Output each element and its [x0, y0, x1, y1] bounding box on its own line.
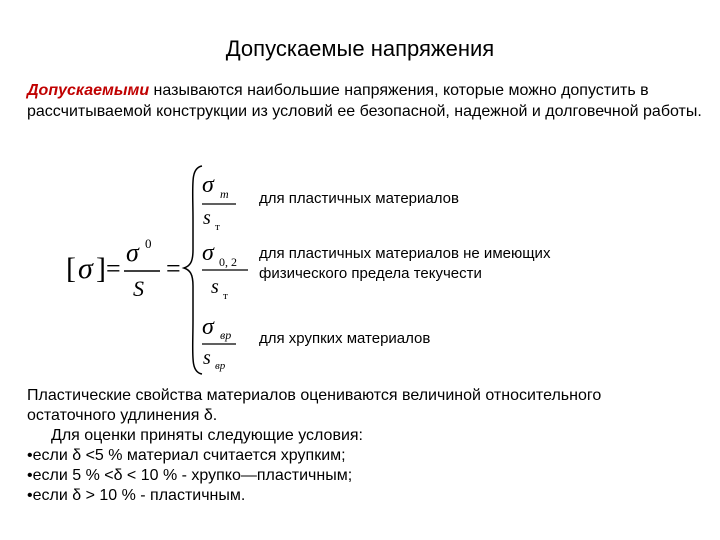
case-1-den-sub: т [215, 221, 220, 233]
main-numerator-sup: 0 [145, 236, 152, 251]
case-1-sigma: σ [202, 172, 214, 198]
case-1-label: для пластичных материалов [259, 190, 459, 207]
case-2-label: для пластичных материалов не имеющих физического предела текучести [259, 245, 551, 282]
case-1-num-sub: т [220, 187, 229, 201]
bottom-line-2: остаточного удлинения δ. [27, 407, 218, 424]
case-3-num-sub: вр [220, 328, 232, 342]
case-2 [202, 240, 248, 302]
case-2-den-s: s [211, 276, 219, 298]
condition-bullet-1: •если δ <5 % материал считается хрупким; [27, 447, 346, 464]
condition-bullet-2: •если 5 % <δ < 10 % - хрупко—пластичным; [27, 467, 353, 484]
intro-paragraph [27, 80, 707, 122]
lhs-sigma: σ [78, 252, 93, 285]
lhs-bracket-close: ] [96, 252, 106, 285]
case-2-sigma: σ [202, 240, 214, 266]
equals-sign-2: = [166, 254, 181, 283]
curly-brace [184, 166, 202, 374]
condition-bullet-3: •если δ > 10 % - пластичным. [27, 487, 246, 504]
intro-term: Допускаемыми [27, 82, 150, 99]
equals-sign-1: = [106, 254, 121, 283]
case-3-sigma: σ [202, 314, 214, 340]
case-1-den-s: s [203, 207, 211, 229]
case-3-den-s: s [203, 347, 211, 369]
case-3-den-sub: вр [215, 360, 226, 372]
lhs-bracket-open: [ [66, 252, 76, 285]
case-2-num-sub: 0, 2 [219, 255, 237, 269]
main-numerator-sigma: σ [126, 238, 139, 267]
case-3-label: для хрупких материалов [259, 330, 431, 347]
bottom-line-3: Для оценки приняты следующие условия: [51, 427, 363, 444]
bottom-line-1: Пластические свойства материалов оцениваются величиной относительного [27, 387, 602, 404]
main-denominator: S [133, 276, 144, 301]
case-3 [202, 314, 236, 372]
page-title: Допускаемые напряжения [225, 36, 495, 61]
bottom-text [27, 386, 707, 506]
intro-text: называются наибольшие напряжения, которые можно допустить в рассчитываемой конструкции из условий ее безопасной, надежной и долговечной работы. [27, 82, 702, 120]
case-2-den-sub: т [223, 290, 228, 302]
formula-lhs [66, 236, 181, 301]
case-1 [202, 172, 236, 233]
